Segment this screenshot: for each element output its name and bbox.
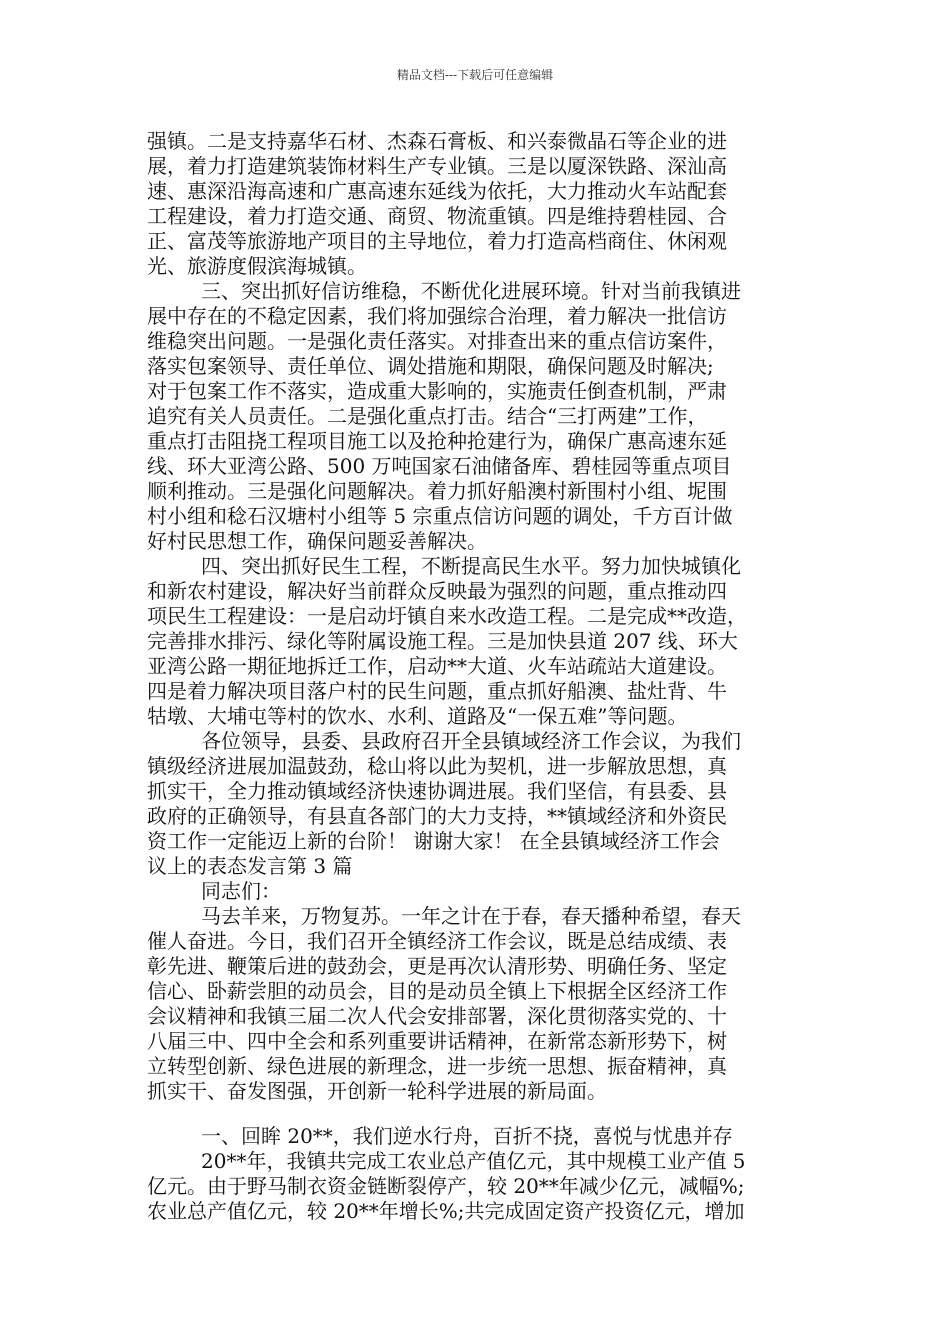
text-line: 速、惠深沿海高速和广惠高速东延线为依托，大力推动火车站配套 xyxy=(147,179,727,203)
text-line: 抓实干、奋发图强，开创新一轮科学进展的新局面。 xyxy=(147,1079,607,1103)
text-line: 重点打击阻挠工程项目施工以及抢种抢建行为，确保广惠高速东延 xyxy=(147,429,727,453)
text-line: 同志们： xyxy=(201,879,281,903)
text-line: 20**年，我镇共完成工农业总产值亿元，其中规模工业产值 5 xyxy=(201,1149,746,1173)
text-line: 好村民思想工作，确保问题妥善解决。 xyxy=(147,529,487,553)
text-line: 议上的表态发言第 3 篇 xyxy=(147,854,353,878)
text-line: 农业总产值亿元，较 20**年增长%;共完成固定资产投资亿元，增加 xyxy=(147,1199,745,1223)
text-line: 顺利推动。三是强化问题解决。着力抓好船澳村新围村小组、坭围 xyxy=(147,479,727,503)
text-line: 政府的正确领导，有县直各部门的大力支持，**镇域经济和外资民 xyxy=(147,804,727,828)
text-line: 抓实干，全力推动镇域经济快速协调进展。我们坚信，有县委、县 xyxy=(147,779,727,803)
text-line: 亿元。由于野马制衣资金链断裂停产，较 20**年减少亿元，减幅%; xyxy=(147,1174,745,1198)
text-line: 一、回眸 20**，我们逆水行舟，百折不挠，喜悦与忧患并存 xyxy=(201,1124,733,1148)
text-line: 展中存在的不稳定因素，我们将加强综合治理，着力解决一批信访 xyxy=(147,304,727,328)
text-line: 催人奋进。今日，我们召开全镇经济工作会议，既是总结成绩、表 xyxy=(147,929,727,953)
page-header: 精品文档---下载后可任意编辑 xyxy=(396,68,554,82)
text-line: 项民生工程建设：一是启动圩镇自来水改造工程。二是完成**改造， xyxy=(147,604,747,628)
text-line: 镇级经济进展加温鼓劲，稔山将以此为契机，进一步解放思想，真 xyxy=(147,754,727,778)
text-line: 资工作一定能迈上新的台阶！ 谢谢大家！ 在全县镇域经济工作会 xyxy=(147,829,720,853)
text-line: 亚湾公路一期征地拆迁工作，启动**大道、火车站疏站大道建设。 xyxy=(147,654,727,678)
text-line: 工程建设，着力打造交通、商贸、物流重镇。四是维持碧桂园、合 xyxy=(147,204,727,228)
text-line: 强镇。二是支持嘉华石材、杰森石膏板、和兴泰微晶石等企业的进 xyxy=(147,129,727,153)
text-line: 四、突出抓好民生工程，不断提高民生水平。努力加快城镇化 xyxy=(201,554,741,578)
text-line: 彰先进、鞭策后进的鼓劲会，更是再次认清形势、明确任务、坚定 xyxy=(147,954,727,978)
text-line: 马去羊来，万物复苏。一年之计在于春，春天播种希望，春天 xyxy=(201,904,741,928)
text-line: 对于包案工作不落实，造成重大影响的，实施责任倒查机制，严肃 xyxy=(147,379,727,403)
text-line: 展，着力打造建筑装饰材料生产专业镇。三是以厦深铁路、深汕高 xyxy=(147,154,727,178)
text-line: 维稳突出问题。一是强化责任落实。对排查出来的重点信访案件， xyxy=(147,329,727,353)
text-line: 正、富茂等旅游地产项目的主导地位，着力打造高档商住、休闲观 xyxy=(147,229,727,253)
text-line: 三、突出抓好信访维稳，不断优化进展环境。针对当前我镇进 xyxy=(201,279,741,303)
text-line: 各位领导，县委、县政府召开全县镇域经济工作会议，为我们 xyxy=(201,729,741,753)
text-line: 牯墩、大埔屯等村的饮水、水利、道路及“一保五难”等问题。 xyxy=(147,704,688,728)
text-line: 会议精神和我镇三届二次人代会安排部署，深化贯彻落实党的、十 xyxy=(147,1004,727,1028)
text-line: 追究有关人员责任。二是强化重点打击。结合“三打两建”工作， xyxy=(147,404,708,428)
text-line: 落实包案领导、责任单位、调处措施和期限，确保问题及时解决; xyxy=(147,354,714,378)
text-line: 四是着力解决项目落户村的民生问题，重点抓好船澳、盐灶背、牛 xyxy=(147,679,727,703)
text-line: 村小组和稔石汉塘村小组等 5 宗重点信访问题的调处，千方百计做 xyxy=(147,504,733,528)
text-line: 立转型创新、绿色进展的新理念，进一步统一思想、振奋精神，真 xyxy=(147,1054,727,1078)
text-line: 和新农村建设，解决好当前群众反映最为强烈的问题，重点推动四 xyxy=(147,579,727,603)
text-line: 光、旅游度假滨海城镇。 xyxy=(147,254,367,278)
text-line: 信心、卧薪尝胆的动员会，目的是动员全镇上下根据全区经济工作 xyxy=(147,979,727,1003)
text-line: 完善排水排污、绿化等附属设施工程。三是加快县道 207 线、环大 xyxy=(147,629,738,653)
text-line: 八届三中、四中全会和系列重要讲话精神，在新常态新形势下，树 xyxy=(147,1029,727,1053)
text-line: 线、环大亚湾公路、500 万吨国家石油储备库、碧桂园等重点项目 xyxy=(147,454,732,478)
